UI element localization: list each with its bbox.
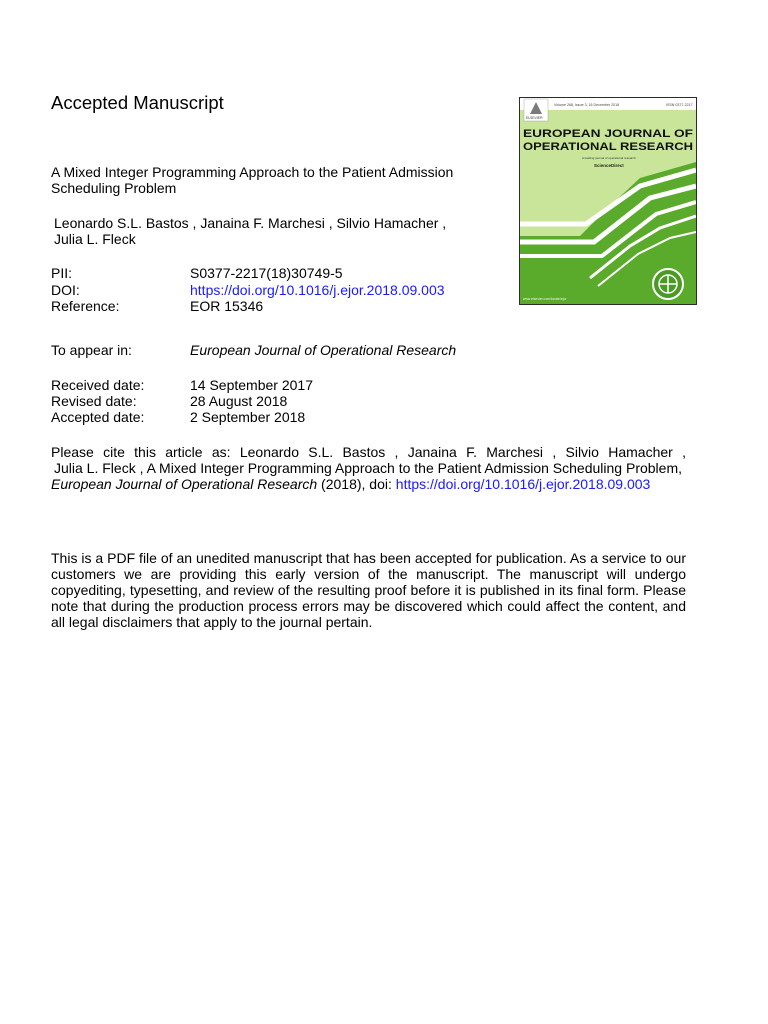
article-title: A Mixed Integer Programming Approach to the Patient Admission Scheduling Problem	[51, 164, 454, 196]
journal-cover-image	[519, 97, 697, 305]
article-authors	[51, 215, 491, 247]
cover-subline: A leading journal of operational research	[582, 156, 636, 160]
appear-label: To appear in:	[51, 342, 132, 358]
appear-journal: European Journal of Operational Research	[190, 342, 457, 358]
citation-journal: European Journal of Operational Research	[51, 476, 318, 492]
authors-line-2: Julia L. Fleck	[54, 231, 136, 247]
reference-value: EOR 15346	[190, 298, 264, 314]
cover-title-line-2: OPERATIONAL RESEARCH	[523, 141, 694, 153]
revised-value: 28 August 2018	[190, 393, 288, 409]
doi-label: DOI:	[51, 282, 80, 298]
journal-cover-art	[520, 98, 696, 304]
page-heading: Accepted Manuscript	[51, 92, 224, 113]
reference-label: Reference:	[51, 298, 120, 314]
citation-line-3	[51, 476, 686, 492]
cover-volume: Volume 268, Issue 3, 16 December 2018	[554, 103, 620, 107]
manuscript-notice	[51, 550, 686, 630]
revised-label: Revised date:	[51, 393, 137, 409]
citation-doi-link[interactable]: https://doi.org/10.1016/j.ejor.2018.09.003	[395, 476, 651, 492]
citation-year-doi: (2018), doi:	[317, 476, 396, 492]
cover-sciencedirect: ScienceDirect	[594, 163, 624, 168]
accepted-value: 2 September 2018	[190, 409, 306, 425]
doi-link[interactable]: https://doi.org/10.1016/j.ejor.2018.09.003	[190, 282, 445, 298]
cover-issn: ISSN 0377-2217	[666, 103, 693, 107]
notice-text: This is a PDF file of an unedited manuscript that has been accepted for publication. As a service to our customers we are providing this early version of the manuscript. The manuscript will undergo copyediting, typesetting, and review of the resulting proof before it is published in its final form. Please note that during the production process errors may be discovered which could affect the content, and all legal disclaimers that apply to the journal pertain.	[51, 550, 686, 630]
accepted-label: Accepted date:	[51, 409, 145, 425]
citation-line-2: Julia L. Fleck , A Mixed Integer Programming Approach to the Patient Admission Scheduling Problem,	[54, 460, 682, 476]
authors-line-1: Leonardo S.L. Bastos , Janaina F. Marchesi , Silvio Hamacher ,	[54, 215, 447, 231]
cover-url: www.elsevier.com/locate/ejor	[523, 297, 567, 301]
received-value: 14 September 2017	[190, 377, 313, 393]
cover-title-line-1: EUROPEAN JOURNAL OF	[523, 128, 694, 140]
pii-label: PII:	[51, 265, 73, 281]
received-label: Received date:	[51, 377, 145, 393]
cover-publisher: ELSEVIER	[526, 116, 543, 120]
citation-block	[51, 444, 686, 492]
pii-value: S0377-2217(18)30749-5	[190, 265, 343, 281]
citation-line-1: Please cite this article as: Leonardo S.L. Bastos , Janaina F. Marchesi , Silvio Hamacher ,	[51, 444, 686, 460]
